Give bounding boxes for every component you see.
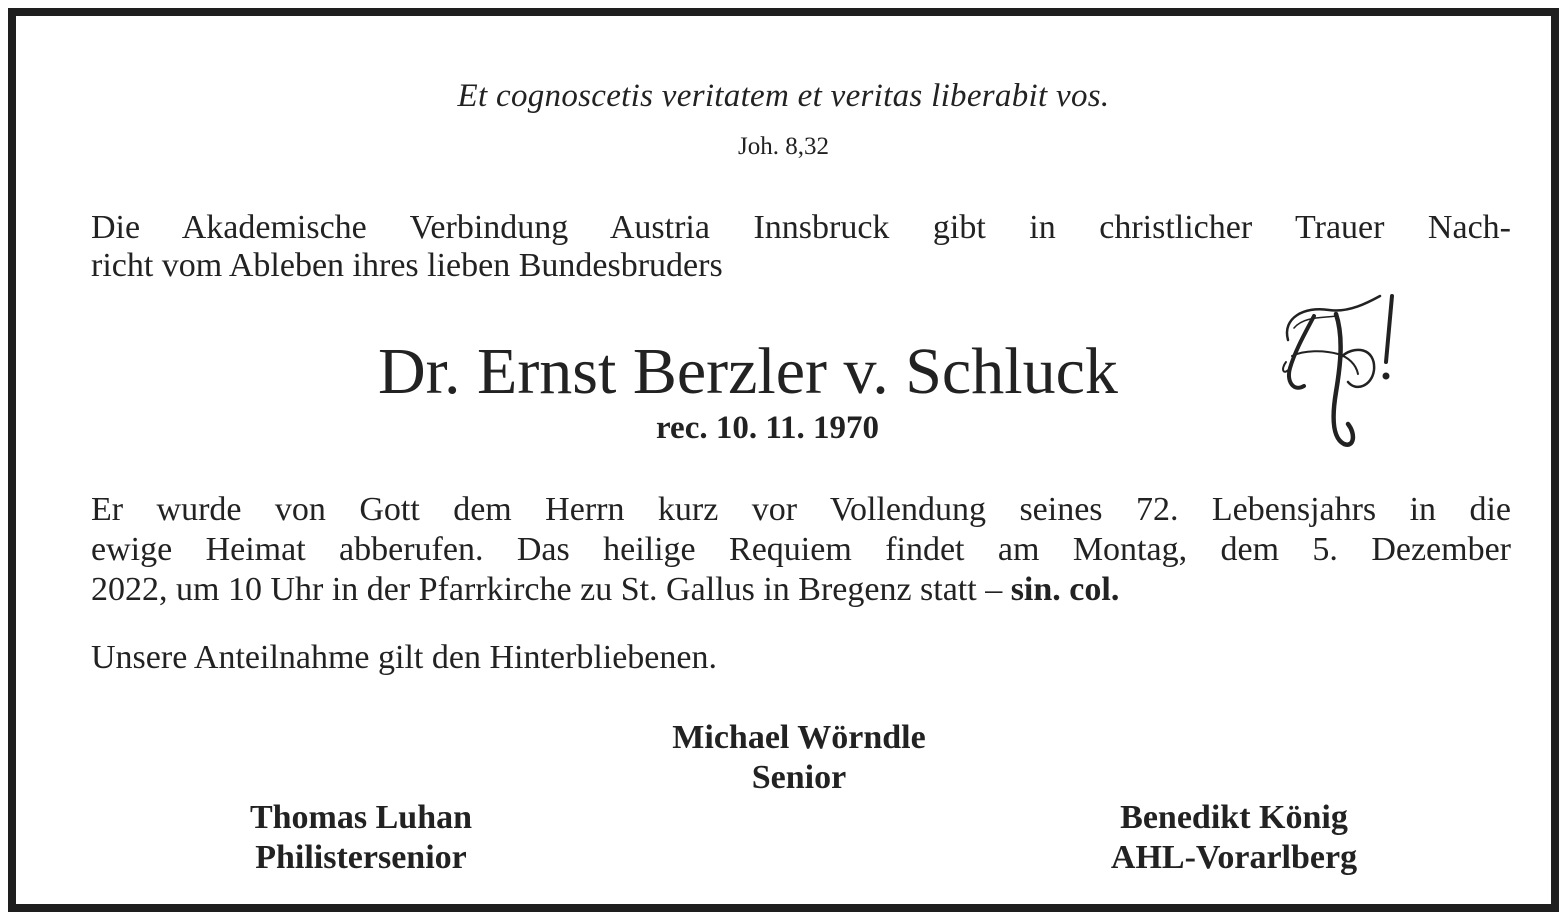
fraternity-cipher-icon [1274,288,1404,453]
intro-paragraph [91,209,1511,285]
sin-col-emphasis: sin. col. [1010,571,1120,608]
main-paragraph [91,490,1511,610]
signatory-role: Senior [751,759,847,796]
bible-motto: Et cognoscetis veritatem et veritas liberabit vos. [457,78,1110,114]
signatory-role: AHL-Vorarlberg [1110,839,1358,876]
signatory-ahl [1034,798,1434,878]
obituary-frame [8,8,1559,912]
signatory-philistersenior [161,798,561,878]
signatory-name: Michael Wörndle [672,719,926,756]
body-line-3 [91,570,1511,610]
signatory-name: Benedikt König [1120,799,1348,836]
deceased-name: Dr. Ernst Berzler v. Schluck [378,335,1118,408]
signatory-name: Thomas Luhan [249,799,473,836]
condolence-line: Unsere Anteilnahme gilt den Hinterbliebenen. [91,639,717,676]
signatory-senior [599,718,999,798]
body-line-2: ewige Heimat abberufen. Das heilige Requiem findet am Montag, dem 5. Dezember [91,531,1511,568]
signatory-role: Philistersenior [255,839,467,876]
intro-line-2: richt vom Ableben ihres lieben Bundesbruders [91,247,723,284]
body-line-1: Er wurde von Gott dem Herrn kurz vor Vollendung seines 72. Lebensjahrs in die [91,491,1511,528]
verse-reference: Joh. 8,32 [738,133,829,160]
intro-line-1: Die Akademische Verbindung Austria Innsbruck gibt in christlicher Trauer Nach- [91,209,1511,246]
body-line-3-text: 2022, um 10 Uhr in der Pfarrkirche zu St. Gallus in Bregenz statt – [91,571,1011,608]
reception-date: rec. 10. 11. 1970 [656,410,880,446]
